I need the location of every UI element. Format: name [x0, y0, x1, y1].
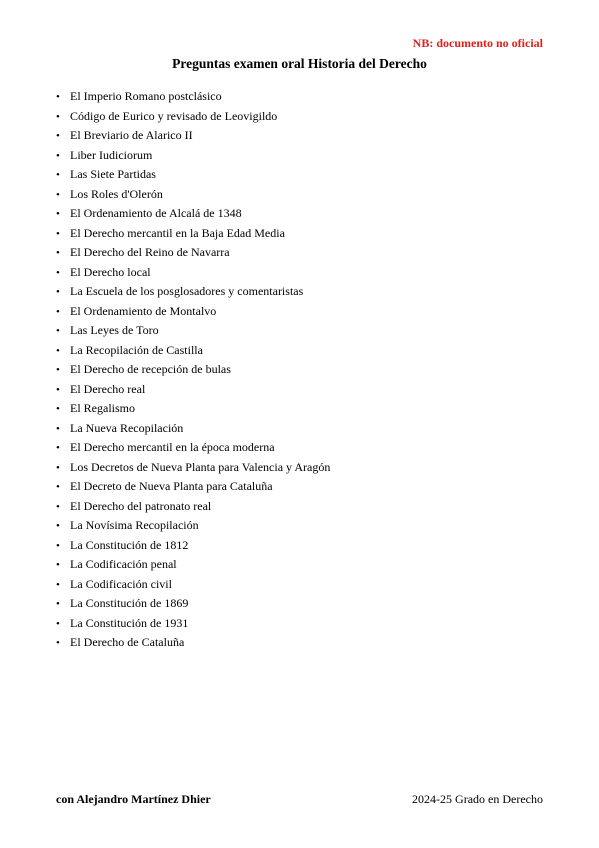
bullet-icon: •: [56, 598, 60, 610]
bullet-icon: •: [56, 227, 60, 240]
list-item: [56, 245, 330, 265]
list-item-text: El Ordenamiento de Alcalá de 1348: [70, 206, 242, 220]
list-item-text: Los Roles d'Olerón: [70, 186, 163, 201]
page-title: Preguntas examen oral Historia del Derecho: [172, 56, 427, 71]
list-item: [56, 577, 330, 597]
bullet-icon: •: [56, 149, 60, 162]
list-item-text: Liber Iudiciorum: [70, 147, 153, 162]
list-item: [56, 635, 330, 655]
bullet-icon: •: [56, 325, 60, 337]
bullet-icon: •: [56, 637, 60, 649]
bullet-icon: •: [56, 169, 60, 181]
bullet-icon: •: [56, 130, 60, 142]
list-item: [56, 518, 330, 538]
list-item: [56, 343, 330, 363]
list-item-text: La Novísima Recopilación: [70, 518, 199, 532]
list-item-text: El Derecho de recepción de bulas: [70, 362, 231, 376]
bullet-icon: •: [56, 364, 60, 376]
list-item-text: Las Leyes de Toro: [70, 323, 159, 337]
list-item-text: La Constitución de 1812: [70, 537, 189, 552]
list-item-text: La Escuela de los posglosadores y comentaristas: [70, 284, 304, 298]
topic-list: [56, 89, 330, 655]
bullet-icon: •: [56, 403, 60, 415]
bullet-icon: •: [56, 578, 60, 591]
list-item-text: El Regalismo: [70, 401, 135, 415]
list-item: [56, 440, 330, 460]
bullet-icon: •: [56, 500, 60, 513]
bullet-icon: •: [56, 481, 60, 493]
list-item-text: Código de Eurico y revisado de Leovigildo: [70, 108, 278, 123]
list-item: [56, 479, 330, 499]
bullet-icon: •: [56, 208, 60, 220]
list-item-text: El Derecho mercantil en la época moderna: [70, 440, 275, 454]
list-item: [56, 616, 330, 636]
list-item: [56, 323, 330, 343]
list-item: [56, 265, 330, 285]
bullet-icon: •: [56, 110, 60, 123]
list-item: [56, 460, 330, 480]
bullet-icon: •: [56, 617, 60, 630]
list-item-text: La Nueva Recopilación: [70, 420, 184, 435]
list-item: [56, 284, 330, 304]
list-item-text: El Decreto de Nueva Planta para Cataluña: [70, 479, 273, 493]
list-item-text: El Derecho real: [70, 381, 146, 396]
list-item: [56, 557, 330, 577]
footer-author: con Alejandro Martínez Dhier: [56, 792, 211, 806]
list-item: [56, 401, 330, 421]
list-item: [56, 499, 330, 519]
bullet-icon: •: [56, 422, 60, 435]
bullet-icon: •: [56, 286, 60, 298]
list-item-text: La Constitución de 1931: [70, 615, 189, 630]
bullet-icon: •: [56, 383, 60, 396]
list-item: [56, 89, 330, 109]
list-item: [56, 596, 330, 616]
bullet-icon: •: [56, 520, 60, 532]
footer-course: 2024-25 Grado en Derecho: [412, 792, 543, 806]
bullet-icon: •: [56, 91, 60, 103]
bullet-icon: •: [56, 188, 60, 201]
list-item-text: El Derecho del patronato real: [70, 498, 212, 513]
list-item-text: La Codificación civil: [70, 576, 172, 591]
list-item-text: Los Decretos de Nueva Planta para Valencia y Aragón: [70, 459, 331, 474]
list-item-text: El Imperio Romano postclásico: [70, 89, 222, 103]
bullet-icon: •: [56, 305, 60, 318]
list-item: [56, 421, 330, 441]
list-item-text: El Derecho local: [70, 264, 151, 279]
list-item: [56, 109, 330, 129]
unofficial-notice: NB: documento no oficial: [412, 36, 543, 50]
bullet-icon: •: [56, 461, 60, 474]
bullet-icon: •: [56, 247, 60, 259]
list-item: [56, 304, 330, 324]
list-item-text: La Codificación penal: [70, 557, 177, 571]
list-item: [56, 167, 330, 187]
bullet-icon: •: [56, 442, 60, 454]
bullet-icon: •: [56, 266, 60, 279]
list-item: [56, 128, 330, 148]
list-item-text: El Ordenamiento de Montalvo: [70, 303, 217, 318]
list-item: [56, 206, 330, 226]
list-item-text: Las Siete Partidas: [70, 167, 156, 181]
list-item-text: El Breviario de Alarico II: [70, 128, 193, 142]
bullet-icon: •: [56, 539, 60, 552]
list-item-text: El Derecho mercantil en la Baja Edad Media: [70, 225, 285, 240]
bullet-icon: •: [56, 559, 60, 571]
list-item: [56, 382, 330, 402]
list-item: [56, 362, 330, 382]
list-item-text: El Derecho de Cataluña: [70, 635, 185, 649]
list-item-text: La Constitución de 1869: [70, 596, 189, 610]
list-item-text: El Derecho del Reino de Navarra: [70, 245, 230, 259]
list-item: [56, 226, 330, 246]
list-item: [56, 538, 330, 558]
list-item: [56, 148, 330, 168]
list-item: [56, 187, 330, 207]
bullet-icon: •: [56, 344, 60, 357]
list-item-text: La Recopilación de Castilla: [70, 342, 203, 357]
